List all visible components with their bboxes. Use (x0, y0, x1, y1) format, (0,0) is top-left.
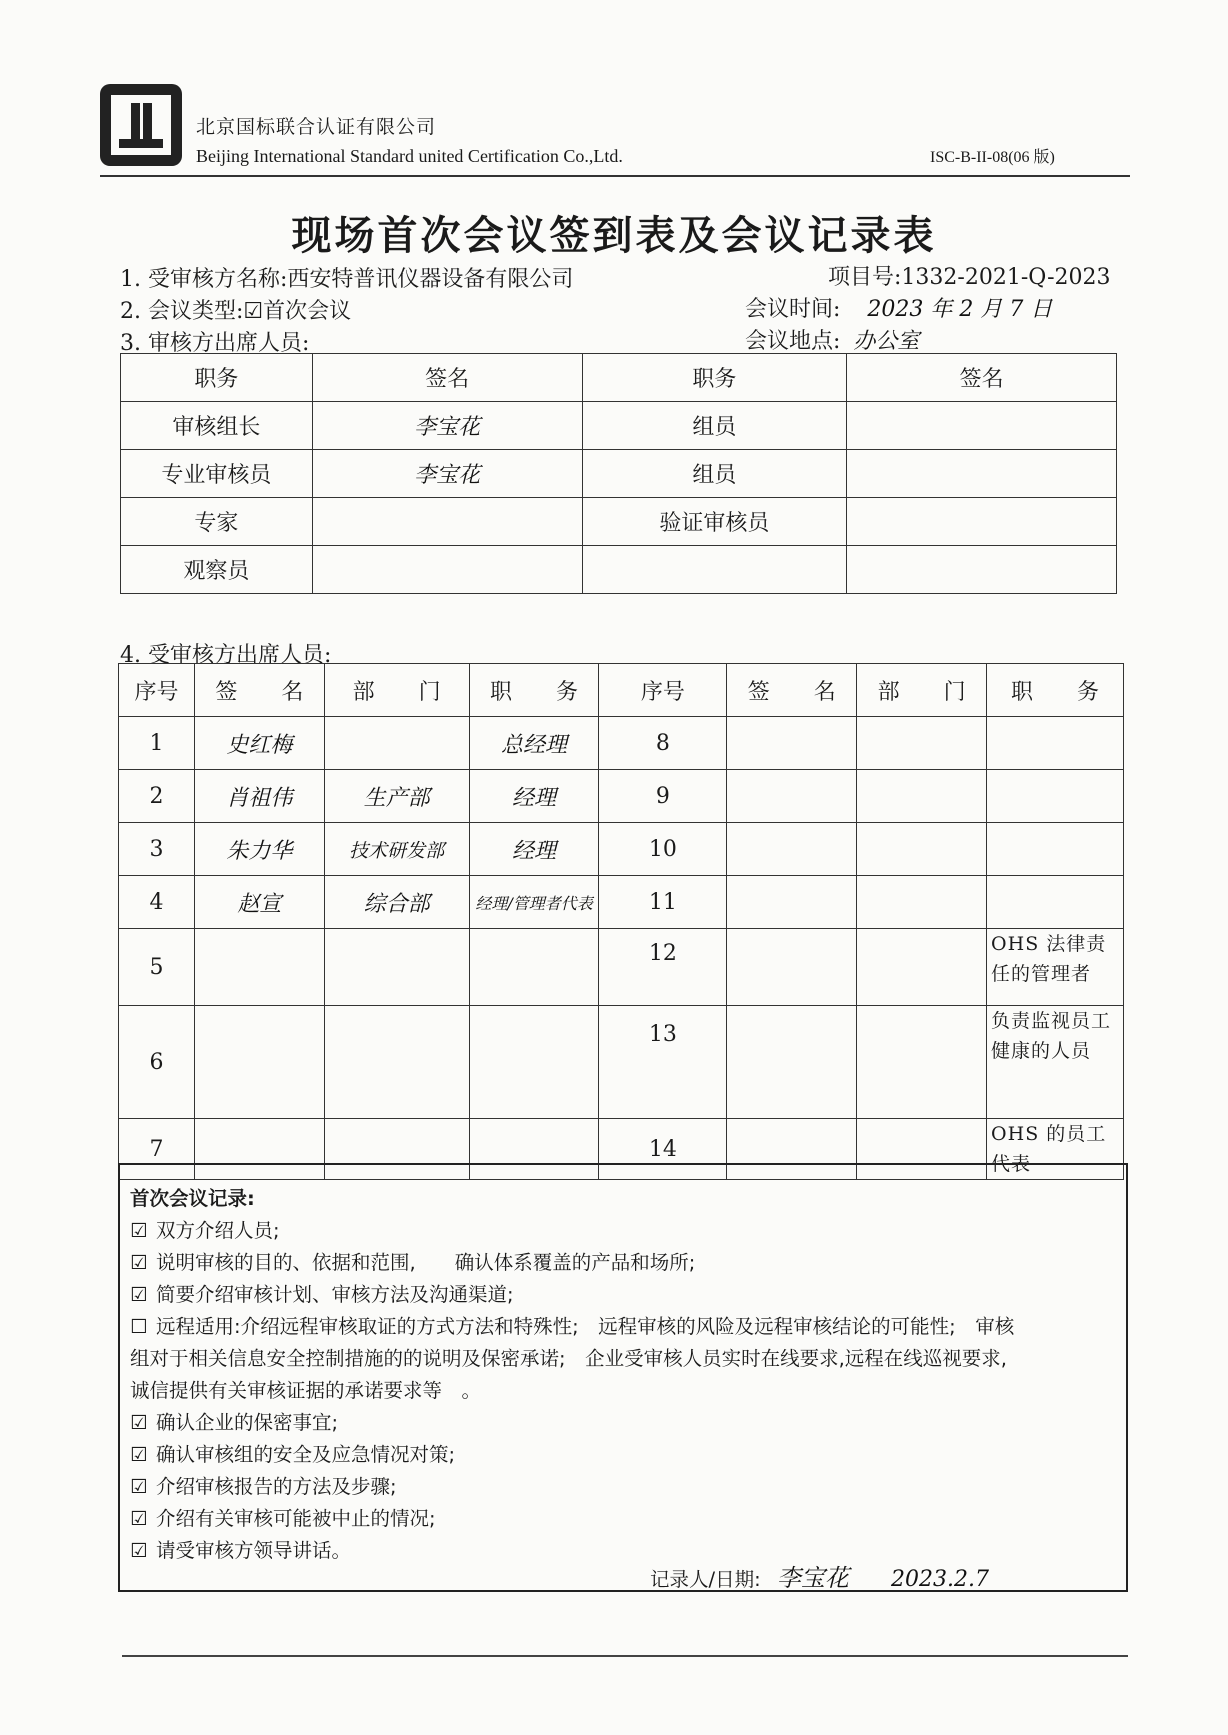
title-cell: 经理 (469, 823, 599, 876)
signature-cell (727, 1006, 857, 1119)
signature-cell (194, 929, 324, 1006)
signature-cell (847, 546, 1117, 594)
signature-cell (727, 823, 857, 876)
role-cell: 审核组长 (121, 402, 313, 450)
record-item: ☑ 介绍有关审核可能被中止的情况; (130, 1507, 436, 1530)
auditee-attendees-label: 4. 受审核方出席人员: (120, 643, 332, 668)
header-cell: 序号 (599, 664, 727, 717)
number-cell: 13 (599, 1006, 727, 1119)
table-header-row (119, 664, 1124, 717)
department-cell (857, 929, 987, 1006)
department-cell (857, 717, 987, 770)
number-cell: 11 (599, 876, 727, 929)
record-item: ☐ 远程适用:介绍远程审核取证的方式方法和特殊性; 远程审核的风险及远程审核结论的可能性; 审核 (130, 1315, 1015, 1338)
table-row (119, 770, 1124, 823)
signature-cell: 史红梅 (194, 717, 324, 770)
company-logo (100, 84, 182, 166)
header-cell: 职务 (582, 354, 847, 402)
department-cell: 生产部 (324, 770, 469, 823)
record-item: ☑ 说明审核的目的、依据和范围, 确认体系覆盖的产品和场所; (130, 1251, 696, 1274)
signature-cell: 李宝花 (312, 402, 582, 450)
record-item-continued: 诚信提供有关审核证据的承诺要求等 。 (130, 1379, 482, 1402)
checkbox-checked-icon: ☑ (130, 1507, 148, 1530)
checkbox-checked-icon: ☑ (130, 1475, 148, 1498)
signature-cell (194, 1006, 324, 1119)
auditors-label: 3. 审核方出席人员: (120, 331, 310, 356)
checkbox-checked-icon: ☑ (130, 1411, 148, 1434)
recorder-date: 2023.2.7 (891, 1567, 990, 1592)
number-cell: 8 (599, 717, 727, 770)
recorder-label: 记录人/日期: (650, 1568, 761, 1591)
record-item: ☑ 双方介绍人员; (130, 1219, 280, 1242)
record-item: ☑ 请受审核方领导讲话。 (130, 1539, 352, 1562)
footer-divider (122, 1655, 1128, 1657)
number-cell: 2 (119, 770, 195, 823)
record-item: ☑ 确认企业的保密事宜; (130, 1411, 339, 1434)
department-cell (857, 770, 987, 823)
meeting-place-value: 办公室 (853, 329, 920, 354)
number-cell: 5 (119, 929, 195, 1006)
header-cell: 部 门 (324, 664, 469, 717)
department-cell: 技术研发部 (324, 823, 469, 876)
number-cell: 10 (599, 823, 727, 876)
meeting-type-line (120, 294, 351, 325)
signature-cell (727, 770, 857, 823)
title-cell: OHS 的员工代表 (987, 1119, 1124, 1180)
table-row (121, 498, 1117, 546)
number-cell: 6 (119, 1006, 195, 1119)
recorder-line (650, 1558, 989, 1593)
table-row (121, 450, 1117, 498)
signature-cell: 李宝花 (312, 450, 582, 498)
auditor-table (120, 353, 1117, 594)
header-cell: 签 名 (727, 664, 857, 717)
meeting-place-label: 会议地点: (745, 329, 841, 354)
signature-cell: 朱力华 (194, 823, 324, 876)
number-cell: 12 (599, 929, 727, 1006)
title-cell: 经理/管理者代表 (469, 876, 599, 929)
header-cell: 职 务 (987, 664, 1124, 717)
table-row (121, 402, 1117, 450)
signature-cell (847, 450, 1117, 498)
role-cell: 专家 (121, 498, 313, 546)
checkbox-checked-icon: ☑ (130, 1539, 148, 1562)
record-item: ☑ 确认审核组的安全及应急情况对策; (130, 1443, 456, 1466)
signature-cell (312, 546, 582, 594)
project-number: 项目号:1332-2021-Q-2023 (828, 265, 1111, 290)
table-row (119, 823, 1124, 876)
company-name-en: Beijing International Standard united Certification Co.,Ltd. (196, 146, 623, 166)
recorder-signature: 李宝花 (776, 1564, 849, 1592)
header-cell: 签名 (847, 354, 1117, 402)
header-cell: 签名 (312, 354, 582, 402)
header-cell: 序号 (119, 664, 195, 717)
checkbox-checked-icon: ☑ (130, 1219, 148, 1242)
number-cell: 14 (599, 1119, 727, 1180)
number-cell: 7 (119, 1119, 195, 1180)
department-cell: 综合部 (324, 876, 469, 929)
signature-cell (312, 498, 582, 546)
record-item: ☑ 介绍审核报告的方法及步骤; (130, 1475, 397, 1498)
company-name-cn: 北京国标联合认证有限公司 (196, 116, 437, 138)
signature-cell (727, 929, 857, 1006)
title-cell: 总经理 (469, 717, 599, 770)
header-cell: 签 名 (194, 664, 324, 717)
number-cell: 3 (119, 823, 195, 876)
role-cell: 组员 (582, 450, 847, 498)
table-row (119, 1006, 1124, 1119)
record-title: 首次会议记录: (130, 1187, 255, 1210)
document-code: ISC-B-II-08(06 版) (930, 149, 1055, 166)
meeting-type-value: 首次会议 (263, 299, 352, 324)
title-cell (987, 717, 1124, 770)
signature-cell: 肖祖伟 (194, 770, 324, 823)
page-title: 现场首次会议签到表及会议记录表 (291, 213, 937, 259)
signature-cell (727, 876, 857, 929)
title-cell (469, 1006, 599, 1119)
title-cell (987, 770, 1124, 823)
table-header-row (121, 354, 1117, 402)
table-row (121, 546, 1117, 594)
signature-cell (847, 498, 1117, 546)
title-cell (987, 876, 1124, 929)
auditee-label: 1. 受审核方名称: (120, 267, 288, 292)
record-item-continued: 组对于相关信息安全控制措施的的说明及保密承诺; 企业受审核人员实时在线要求,远程在线巡视要求, (130, 1347, 1007, 1370)
department-cell (857, 876, 987, 929)
department-cell (857, 823, 987, 876)
header-cell: 职 务 (469, 664, 599, 717)
meeting-record-box (118, 1163, 1128, 1592)
checkbox-checked-icon: ☑ (243, 299, 264, 324)
signature-cell (727, 717, 857, 770)
title-cell (987, 823, 1124, 876)
checkbox-checked-icon: ☑ (130, 1443, 148, 1466)
meeting-place-line (745, 324, 919, 355)
header-cell: 职务 (121, 354, 313, 402)
role-cell: 组员 (582, 402, 847, 450)
number-cell: 1 (119, 717, 195, 770)
table-row (119, 717, 1124, 770)
role-cell: 验证审核员 (582, 498, 847, 546)
auditee-name: 西安特普讯仪器设备有限公司 (287, 267, 574, 292)
checkbox-empty-icon: ☐ (130, 1315, 148, 1338)
department-cell (324, 929, 469, 1006)
checkbox-checked-icon: ☑ (130, 1251, 148, 1274)
table-row (119, 876, 1124, 929)
title-cell: OHS 法律责任的管理者 (987, 929, 1124, 1006)
record-item: ☑ 简要介绍审核计划、审核方法及沟通渠道; (130, 1283, 514, 1306)
role-cell (582, 546, 847, 594)
checkbox-checked-icon: ☑ (130, 1283, 148, 1306)
number-cell: 4 (119, 876, 195, 929)
meeting-type-label: 2. 会议类型: (120, 299, 244, 324)
header-divider (100, 175, 1130, 177)
meeting-time-line (745, 292, 1052, 323)
meeting-time-label: 会议时间: (745, 297, 841, 322)
signature-cell: 赵宣 (194, 876, 324, 929)
signature-cell (847, 402, 1117, 450)
department-cell (857, 1006, 987, 1119)
auditee-line (120, 262, 573, 293)
role-cell: 观察员 (121, 546, 313, 594)
title-cell: 经理 (469, 770, 599, 823)
header-cell: 部 门 (857, 664, 987, 717)
role-cell: 专业审核员 (121, 450, 313, 498)
meeting-time-value: 2023 年 2 月 7 日 (867, 297, 1053, 322)
table-row (119, 929, 1124, 1006)
department-cell (324, 717, 469, 770)
department-cell (324, 1006, 469, 1119)
auditee-attendees-table (118, 663, 1124, 1180)
title-cell (469, 929, 599, 1006)
number-cell: 9 (599, 770, 727, 823)
title-cell: 负责监视员工健康的人员 (987, 1006, 1124, 1119)
